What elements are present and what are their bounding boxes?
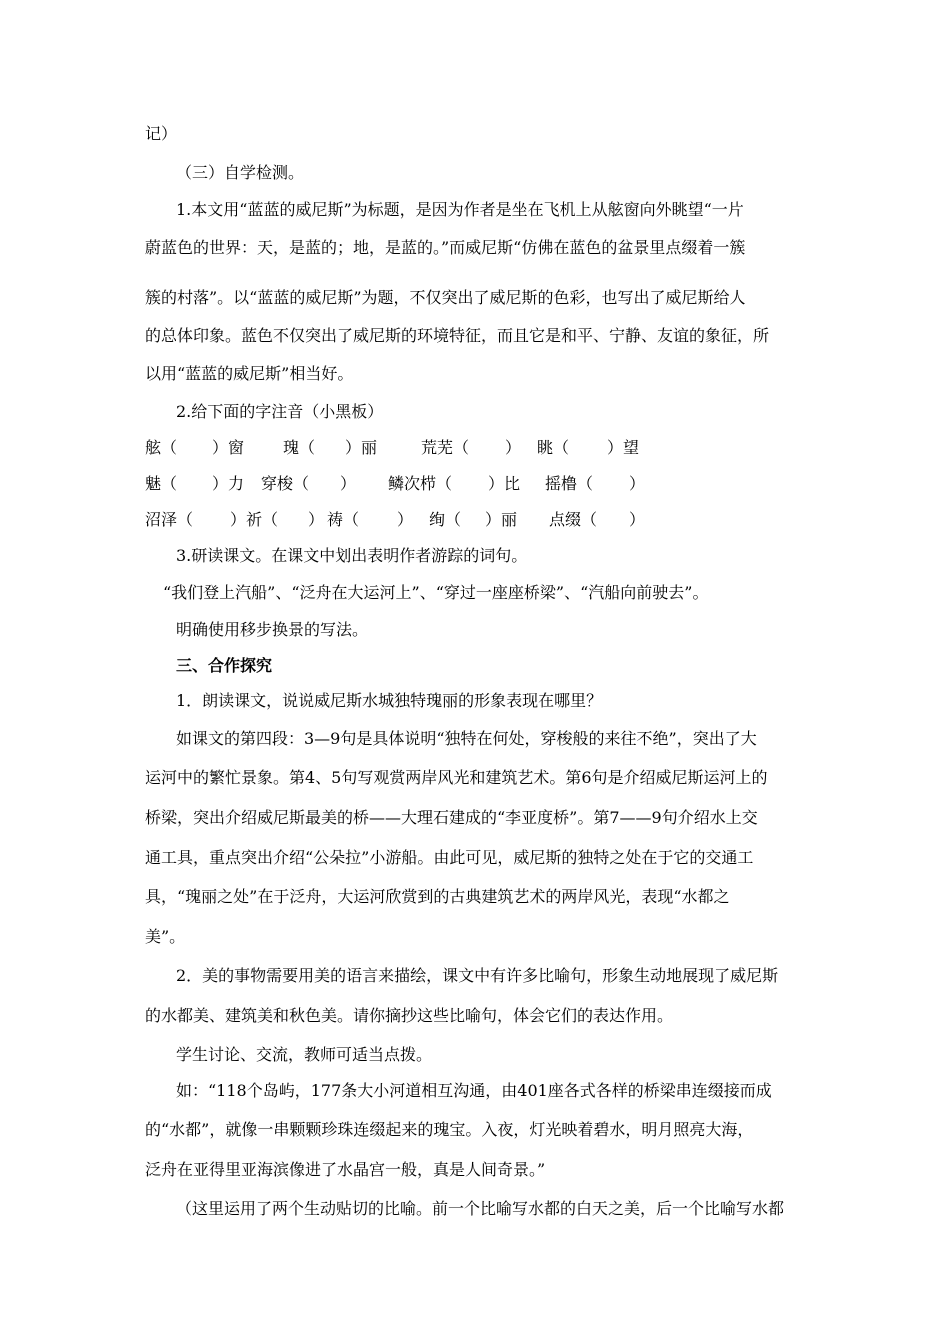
text-line: 通工具，重点突出介绍“公朵拉”小游船。由此可见，威尼斯的独特之处在于它的交通工: [145, 848, 754, 867]
pinyin-item: ）丽: [485, 510, 518, 529]
pinyin-item: 穿梭（: [261, 474, 310, 493]
pinyin-item: 瑰（: [283, 438, 316, 457]
pinyin-item: 祷（: [327, 510, 360, 529]
pinyin-exercise-row: [145, 438, 645, 458]
section-heading-self-check: （三）自学检测。: [176, 163, 305, 182]
pinyin-item: ）比: [488, 474, 521, 493]
pinyin-item: ）望: [607, 438, 640, 457]
pinyin-item: 眺（: [537, 438, 570, 457]
pinyin-item: 祈（: [246, 510, 279, 529]
text-line: 1．朗读课文，说说威尼斯水城独特瑰丽的形象表现在哪里？: [176, 691, 603, 710]
text-line: 1.本文用“蓝蓝的威尼斯”为标题，是因为作者是坐在飞机上从舷窗向外眺望“一片: [176, 200, 744, 219]
pinyin-item: 魅（: [145, 474, 178, 493]
pinyin-item: ）: [397, 510, 414, 529]
text-line: 的水都美、建筑美和秋色美。请你摘抄这些比喻句，体会它们的表达作用。: [145, 1006, 674, 1025]
pinyin-item: 点缀（: [549, 510, 598, 529]
text-line: 的“水都”，就像一串颗颗珍珠连缀起来的瑰宝。入夜，灯光映着碧水，明月照亮大海，: [145, 1120, 754, 1139]
pinyin-item: 绚（: [429, 510, 462, 529]
text-line: “我们登上汽船”、“泛舟在大运河上”、“穿过一座座桥梁”、“汽船向前驶去”。: [163, 583, 709, 602]
text-line: 蔚蓝色的世界：天，是蓝的；地，是蓝的。”而威尼斯“仿佛在蓝色的盆景里点缀着一簇: [145, 238, 746, 257]
section-heading-cooperative-inquiry: 三、合作探究: [176, 656, 273, 675]
text-line: 的总体印象。蓝色不仅突出了威尼斯的环境特征，而且它是和平、宁静、友谊的象征，所: [145, 326, 770, 345]
pinyin-item: 荒芜（: [421, 438, 470, 457]
pinyin-item: 舷（: [145, 438, 178, 457]
text-line: 以用“蓝蓝的威尼斯”相当好。: [145, 364, 354, 383]
pinyin-item: ）: [340, 474, 357, 493]
text-line: 簇的村落”。以“蓝蓝的威尼斯”为题，不仅突出了威尼斯的色彩，也写出了威尼斯给人: [145, 288, 746, 307]
pinyin-item: ）: [629, 474, 646, 493]
text-line: 运河中的繁忙景象。第4、5句写观赏两岸风光和建筑艺术。第6句是介绍威尼斯运河上的: [145, 768, 768, 787]
text-line: 2.给下面的字注音（小黑板）: [176, 402, 384, 421]
text-line: 学生讨论、交流，教师可适当点拨。: [176, 1045, 433, 1064]
text-line: 美”。: [145, 927, 186, 946]
pinyin-item: ）: [629, 510, 646, 529]
pinyin-exercise-row: [145, 510, 645, 530]
text-line: 具，“瑰丽之处”在于泛舟，大运河欣赏到的古典建筑艺术的两岸风光，表现“水都之: [145, 887, 730, 906]
text-line: 2．美的事物需要用美的语言来描绘，课文中有许多比喻句，形象生动地展现了威尼斯: [176, 966, 779, 985]
pinyin-item: 鳞次栉（: [388, 474, 453, 493]
text-line: 明确使用移步换景的写法。: [176, 620, 369, 639]
text-line: 3.研读课文。在课文中划出表明作者游踪的词句。: [176, 546, 528, 565]
pinyin-exercise-row: [145, 474, 645, 494]
pinyin-item: 摇橹（: [545, 474, 594, 493]
pinyin-item: ）: [308, 510, 325, 529]
pinyin-item: 沼泽（: [145, 510, 194, 529]
pinyin-item: ）: [230, 510, 247, 529]
text-line: 如：“118个岛屿，177条大小河道相互沟通，由401座各式各样的桥梁串连缀接而成: [176, 1081, 772, 1100]
pinyin-item: ）: [505, 438, 522, 457]
pinyin-item: ）丽: [345, 438, 378, 457]
text-line: （这里运用了两个生动贴切的比喻。前一个比喻写水都的白天之美，后一个比喻写水都: [176, 1199, 785, 1218]
text-line: 如课文的第四段：3—9句是具体说明“独特在何处，穿梭般的来往不绝”，突出了大: [176, 729, 757, 748]
pinyin-item: ）力: [212, 474, 245, 493]
pinyin-item: ）窗: [212, 438, 245, 457]
text-line: 桥梁，突出介绍威尼斯最美的桥——大理石建成的“李亚度桥”。第7——9句介绍水上交: [145, 808, 758, 827]
text-line: 记）: [145, 124, 178, 143]
text-line: 泛舟在亚得里亚海滨像进了水晶宫一般，真是人间奇景。”: [145, 1160, 546, 1179]
